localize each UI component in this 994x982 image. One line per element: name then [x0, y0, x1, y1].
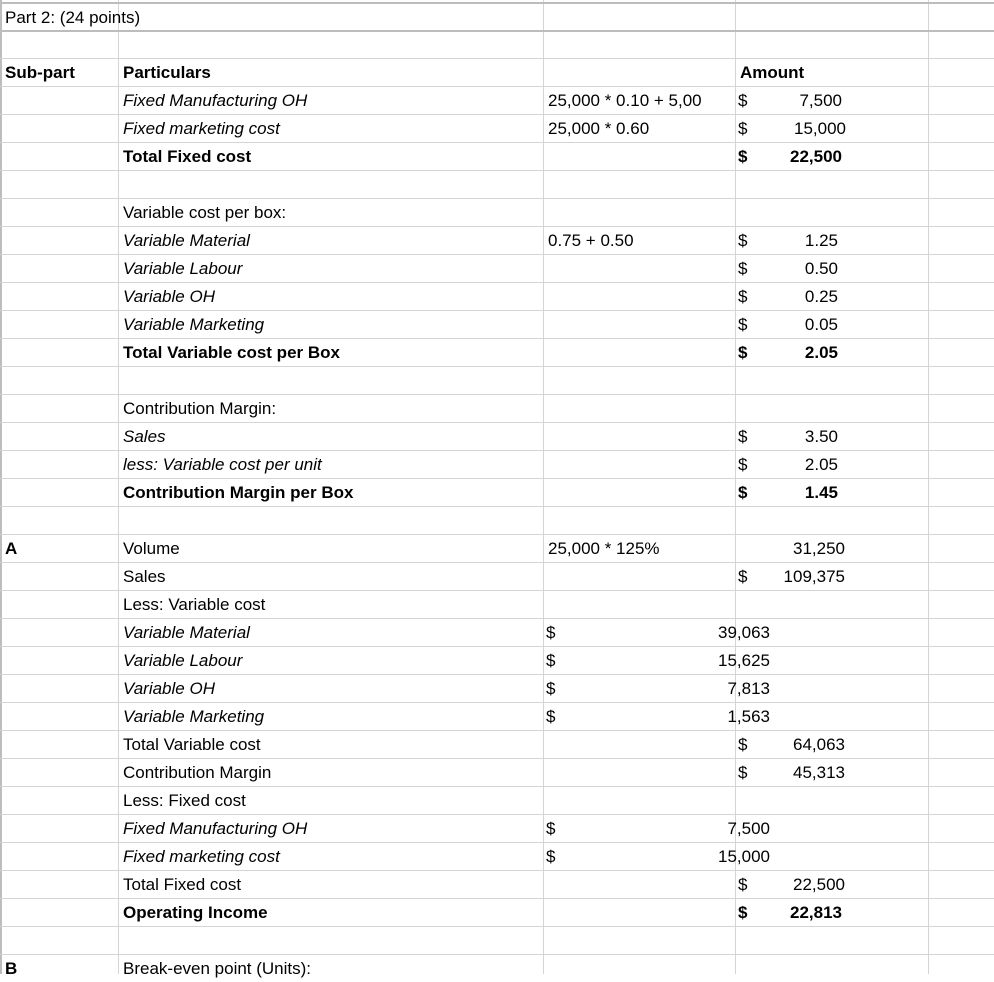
- header-amount: Amount: [740, 63, 805, 82]
- cm-sales-amount: 3.50: [804, 427, 838, 446]
- a-var-material-amount: 39,063: [718, 623, 770, 642]
- a-var-material-label: Variable Material: [123, 623, 250, 642]
- a-sales-amount: 109,375: [783, 567, 845, 586]
- grid-line: [0, 170, 994, 171]
- currency-sign: $: [546, 679, 556, 698]
- var-material-formula: 0.75 + 0.50: [548, 231, 634, 250]
- currency-sign: $: [738, 455, 748, 474]
- grid-line: [0, 506, 994, 507]
- header-subpart: Sub-part: [5, 63, 75, 82]
- currency-sign: $: [546, 819, 556, 838]
- currency-sign: $: [738, 91, 748, 110]
- a-total-fixed-label: Total Fixed cost: [123, 875, 242, 894]
- var-marketing-amount: 0.05: [804, 315, 838, 334]
- currency-sign: $: [738, 763, 748, 782]
- grid-line: [0, 926, 994, 927]
- cm-sales-label: Sales: [123, 427, 166, 446]
- currency-sign: $: [738, 343, 748, 362]
- total-variable-cost-amount: 64,063: [793, 735, 845, 754]
- grid-line: [0, 30, 994, 32]
- currency-sign: $: [738, 735, 748, 754]
- currency-sign: $: [738, 119, 748, 138]
- currency-sign: $: [546, 651, 556, 670]
- a-fixed-mfg-amount: 7,500: [727, 819, 770, 838]
- var-material-label: Variable Material: [123, 231, 250, 250]
- var-labour-amount: 0.50: [804, 259, 838, 278]
- a-var-labour-label: Variable Labour: [123, 651, 243, 670]
- fixed-mfg-formula: 25,000 * 0.10 + 5,00: [548, 91, 702, 110]
- currency-sign: $: [738, 147, 748, 166]
- var-material-amount: 1.25: [804, 231, 838, 250]
- grid-line: [0, 0, 2, 974]
- fixed-mfg-amount: 7,500: [799, 91, 842, 110]
- total-variable-cost-label: Total Variable cost: [123, 735, 261, 754]
- grid-line: [543, 0, 544, 974]
- subpart-b: B: [5, 959, 18, 978]
- volume-formula: 25,000 * 125%: [548, 539, 660, 558]
- a-var-oh-label: Variable OH: [123, 679, 215, 698]
- a-fixed-mkt-amount: 15,000: [718, 847, 770, 866]
- volume-label: Volume: [123, 539, 180, 558]
- var-labour-label: Variable Labour: [123, 259, 243, 278]
- var-marketing-label: Variable Marketing: [123, 315, 265, 334]
- subpart-a: A: [5, 539, 18, 558]
- operating-income-amount: 22,813: [790, 903, 842, 922]
- variable-heading: Variable cost per box:: [123, 203, 287, 222]
- currency-sign: $: [738, 483, 748, 502]
- contribution-margin-label: Contribution Margin: [123, 763, 272, 782]
- operating-income-label: Operating Income: [123, 903, 268, 922]
- contribution-margin-amount: 45,313: [793, 763, 845, 782]
- total-fixed-amount: 22,500: [790, 147, 842, 166]
- total-fixed-label: Total Fixed cost: [123, 147, 252, 166]
- currency-sign: $: [738, 903, 748, 922]
- a-fixed-mfg-label: Fixed Manufacturing OH: [123, 819, 308, 838]
- breakeven-label: Break-even point (Units):: [123, 959, 312, 978]
- sheet-title: Part 2: (24 points): [5, 8, 141, 27]
- cm-total-label: Contribution Margin per Box: [123, 483, 354, 502]
- cm-total-amount: 1.45: [804, 483, 838, 502]
- currency-sign: $: [546, 707, 556, 726]
- cm-less-amount: 2.05: [804, 455, 838, 474]
- currency-sign: $: [738, 231, 748, 250]
- a-total-fixed-amount: 22,500: [793, 875, 845, 894]
- currency-sign: $: [546, 847, 556, 866]
- grid-line: [0, 2, 994, 4]
- currency-sign: $: [738, 315, 748, 334]
- total-variable-amount: 2.05: [804, 343, 838, 362]
- contribution-heading: Contribution Margin:: [123, 399, 277, 418]
- a-sales-label: Sales: [123, 567, 166, 586]
- currency-sign: $: [738, 287, 748, 306]
- header-particulars: Particulars: [123, 63, 211, 82]
- a-var-marketing-label: Variable Marketing: [123, 707, 265, 726]
- fixed-mkt-formula: 25,000 * 0.60: [548, 119, 650, 138]
- var-oh-amount: 0.25: [804, 287, 838, 306]
- grid-line: [118, 0, 119, 974]
- fixed-mkt-label: Fixed marketing cost: [123, 119, 280, 138]
- less-fixed-label: Less: Fixed cost: [123, 791, 246, 810]
- fixed-mkt-amount: 15,000: [794, 119, 846, 138]
- grid-line: [0, 366, 994, 367]
- a-var-oh-amount: 7,813: [727, 679, 770, 698]
- total-variable-label: Total Variable cost per Box: [123, 343, 340, 362]
- currency-sign: $: [546, 623, 556, 642]
- currency-sign: $: [738, 567, 748, 586]
- less-variable-label: Less: Variable cost: [123, 595, 266, 614]
- a-var-marketing-amount: 1,563: [727, 707, 770, 726]
- a-fixed-mkt-label: Fixed marketing cost: [123, 847, 280, 866]
- cm-less-label: less: Variable cost per unit: [123, 455, 322, 474]
- currency-sign: $: [738, 875, 748, 894]
- var-oh-label: Variable OH: [123, 287, 215, 306]
- grid-line: [928, 0, 929, 974]
- fixed-mfg-label: Fixed Manufacturing OH: [123, 91, 308, 110]
- volume-amount: 31,250: [793, 539, 845, 558]
- currency-sign: $: [738, 259, 748, 278]
- currency-sign: $: [738, 427, 748, 446]
- a-var-labour-amount: 15,625: [718, 651, 770, 670]
